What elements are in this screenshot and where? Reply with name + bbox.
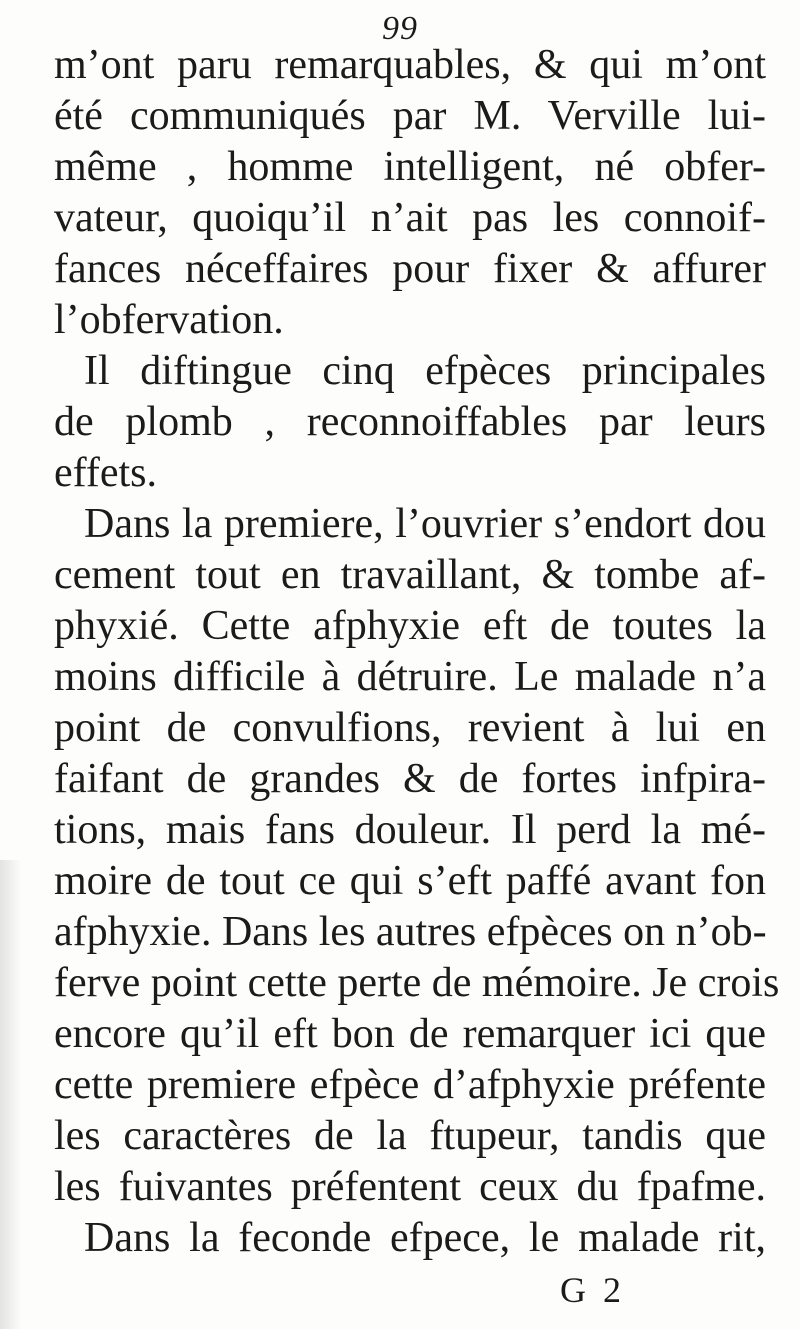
text-line: moins difficile à détruire. Le malade n’a <box>54 654 766 700</box>
text-line: vateur, quoiqu’il n’ait pas les connoif- <box>54 195 766 241</box>
text-line: Il diftingue cinq efpèces principales <box>84 348 766 394</box>
text-line: afphyxie. Dans les autres efpèces on n’ob- <box>54 909 767 955</box>
text-line: de plomb , reconnoiffables par leurs <box>54 399 766 445</box>
text-line: m’ont paru remarquables, & qui m’ont <box>54 42 766 88</box>
printer-signature-mark: G 2 <box>560 1270 625 1310</box>
text-line: effets. <box>54 450 158 496</box>
text-line: cette premiere efpèce d’afphyxie préfente <box>54 1062 766 1108</box>
text-line: faifant de grandes & de fortes infpira- <box>54 756 766 802</box>
text-line: encore qu’il eft bon de remarquer ici que <box>54 1011 766 1057</box>
text-line: ferve point cette perte de mémoire. Je crois <box>54 960 780 1006</box>
text-line: phyxié. Cette afphyxie eft de toutes la <box>54 603 766 649</box>
text-line: moire de tout ce qui s’eft paffé avant fon <box>54 858 766 904</box>
text-line: été communiqués par M. Verville lui- <box>54 93 766 139</box>
text-line: les fuivantes préfentent ceux du fpafme. <box>54 1164 766 1210</box>
page-number: 99 <box>382 10 418 47</box>
text-line: Dans la premiere, l’ouvrier s’endort dou <box>84 501 766 547</box>
text-line: point de convulfions, revient à lui en <box>54 705 766 751</box>
text-line: les caractères de la ftupeur, tandis que <box>54 1113 766 1159</box>
text-line: fances néceffaires pour fixer & affurer <box>54 246 766 292</box>
text-line: l’obfervation. <box>54 297 284 343</box>
page-gutter-shadow <box>0 860 22 1329</box>
text-line: cement tout en travaillant, & tombe af- <box>54 552 766 598</box>
text-line: Dans la feconde efpece, le malade rit, <box>84 1215 766 1261</box>
text-line: tions, mais fans douleur. Il perd la mé- <box>54 807 766 853</box>
text-line: même , homme intelligent, né obfer- <box>54 144 766 190</box>
